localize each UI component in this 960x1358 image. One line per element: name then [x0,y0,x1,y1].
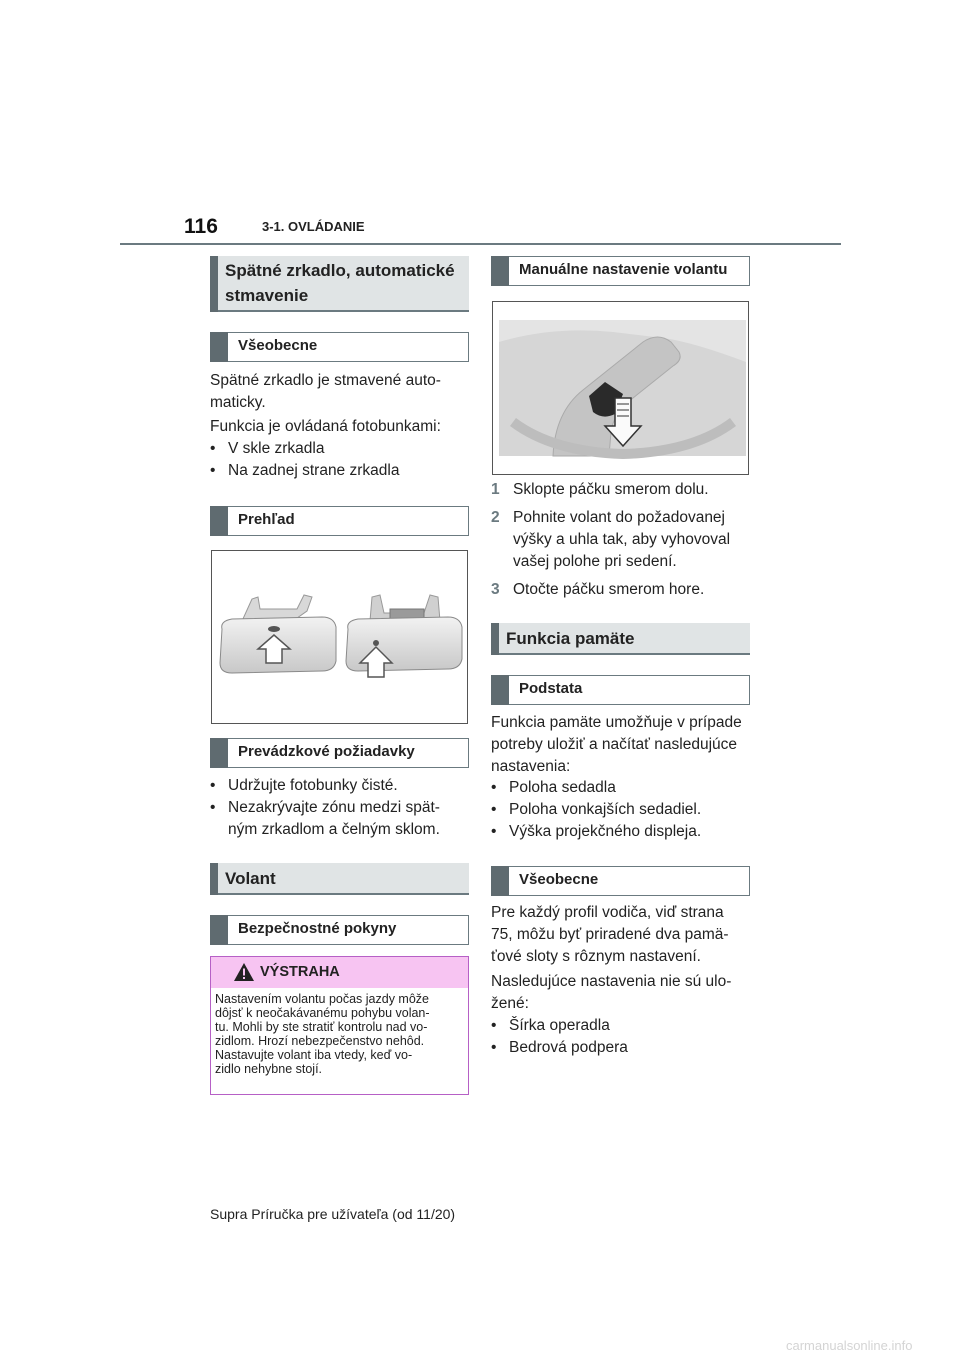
paragraph-driver-profile [491,902,729,968]
subheading-label: Všeobecne [238,337,318,354]
paragraph-line: žené: [491,995,529,1012]
bullet-dot: • [491,779,497,796]
paragraph-line: potreby uložiť a načítať nasledujúce [491,736,738,753]
subheading-accent-bar [210,332,228,362]
subheading-label: Bezpečnostné pokyny [238,920,397,937]
bullet-dot: • [210,440,216,457]
heading-accent-bar [491,623,499,655]
warning-header [211,957,468,988]
paragraph-line: Pre každý profil vodiča, viď strana [491,904,724,921]
list-item-text: ným zrkadlom a čelným sklom. [228,821,440,838]
subheading-accent-bar [210,915,228,945]
list-item-text: Výška projekčného displeja. [509,823,702,840]
bullet-dot: • [210,799,216,816]
bullet-dot: • [210,777,216,794]
paragraph-memory-function [491,712,742,778]
paragraph-line: 75, môžu byť priradené dva pamä- [491,926,729,943]
paragraph-line: nastavenia: [491,758,571,775]
section-heading-steering [210,863,469,895]
bullet-dot: • [491,801,497,818]
paragraph-not-saved [491,971,731,1015]
subheading-general [210,332,469,362]
subheading-label: Prevádzkové požiadavky [238,743,415,760]
paragraph-line: maticky. [210,394,266,411]
paragraph-mirror-auto [210,370,441,414]
subheading-overview [210,506,469,536]
section-heading-line-1: Spätné zrkadlo, automatické [225,261,455,280]
section-heading-label: Funkcia pamäte [506,629,635,648]
step-number: 2 [491,509,500,526]
section-heading-mirror [210,256,469,312]
warning-text-line: zidlom. Hrozí nebezpečenstvo nehôd. [215,1034,425,1048]
warning-text-line: Nastavujte volant iba vtedy, keď vo- [215,1048,413,1062]
step-text: Sklopte páčku smerom dolu. [513,481,709,498]
subheading-label: Všeobecne [519,871,599,888]
list-item-text: Šírka operadla [509,1017,610,1034]
subheading-safety [210,915,469,945]
subheading-requirements [210,738,469,768]
bullet-dot: • [491,1017,497,1034]
steering-lever-figure [492,301,749,475]
list-item-text: Nezakrývajte zónu medzi spät- [228,799,440,816]
subheading-accent-bar [491,256,509,286]
step-text: výšky a uhla tak, aby vyhovoval [513,531,731,548]
list-item-text: V skle zrkadla [228,440,325,457]
page-footer: Supra Príručka pre užívateľa (od 11/20) [210,1206,456,1222]
list-item-text: Na zadnej strane zrkadla [228,462,400,479]
step-text: Otočte páčku smerom hore. [513,581,705,598]
subheading-accent-bar [491,866,509,896]
warning-title: VÝSTRAHA [260,964,340,980]
warning-triangle-icon [233,962,255,982]
subheading-label: Prehľad [238,511,295,528]
chapter-title: 3-1. OVLÁDANIE [262,219,365,234]
subheading-accent-bar [210,738,228,768]
bullet-dot: • [210,462,216,479]
warning-text-line: Nastavením volantu počas jazdy môže [215,992,429,1006]
section-heading-line-2: stmavenie [225,286,309,305]
section-heading-label: Volant [225,869,276,888]
mirror-overview-figure [211,550,468,724]
page-number: 116 [184,215,218,238]
list-item-text: Bedrová podpera [509,1039,628,1056]
subheading-label: Podstata [519,680,583,697]
paragraph-line: Funkcia pamäte umožňuje v prípade [491,714,742,731]
paragraph-line: ťové sloty s rôznym nastavení. [491,948,701,965]
warning-text-line: zidlo nehybne stojí. [215,1062,323,1076]
paragraph-photocells: Funkcia je ovládaná fotobunkami: [210,418,441,435]
heading-accent-bar [210,863,218,895]
heading-accent-bar [210,256,218,312]
step-number: 3 [491,581,500,598]
mirror-illustration [212,551,468,724]
subheading-manual-steering [491,256,750,286]
warning-text-line: tu. Mohli by ste stratiť kontrolu nad vo- [215,1020,428,1034]
warning-text-line: dôjsť k neočakávanému pohybu volan- [215,1006,430,1020]
subheading-label: Manuálne nastavenie volantu [519,261,728,278]
step-number: 1 [491,481,500,498]
step-text: vašej polohe pri sedení. [513,553,677,570]
subheading-accent-bar [491,675,509,705]
list-item-text: Poloha vonkajších sedadiel. [509,801,702,818]
watermark: carmanualsonline.info [786,1338,913,1353]
warning-box [210,956,469,1095]
paragraph-line: Spätné zrkadlo je stmavené auto- [210,372,441,389]
bullet-dot: • [491,1039,497,1056]
list-item-text: Udržujte fotobunky čisté. [228,777,398,794]
subheading-principle [491,675,750,705]
header-divider [120,243,841,245]
section-heading-memory [491,623,750,655]
paragraph-line: Nasledujúce nastavenia nie sú ulo- [491,973,732,990]
subheading-accent-bar [210,506,228,536]
list-item-text: Poloha sedadla [509,779,616,796]
subheading-general-memory [491,866,750,896]
step-text: Pohnite volant do požadovanej [513,509,725,526]
bullet-dot: • [491,823,497,840]
steering-lever-illustration [493,302,749,475]
